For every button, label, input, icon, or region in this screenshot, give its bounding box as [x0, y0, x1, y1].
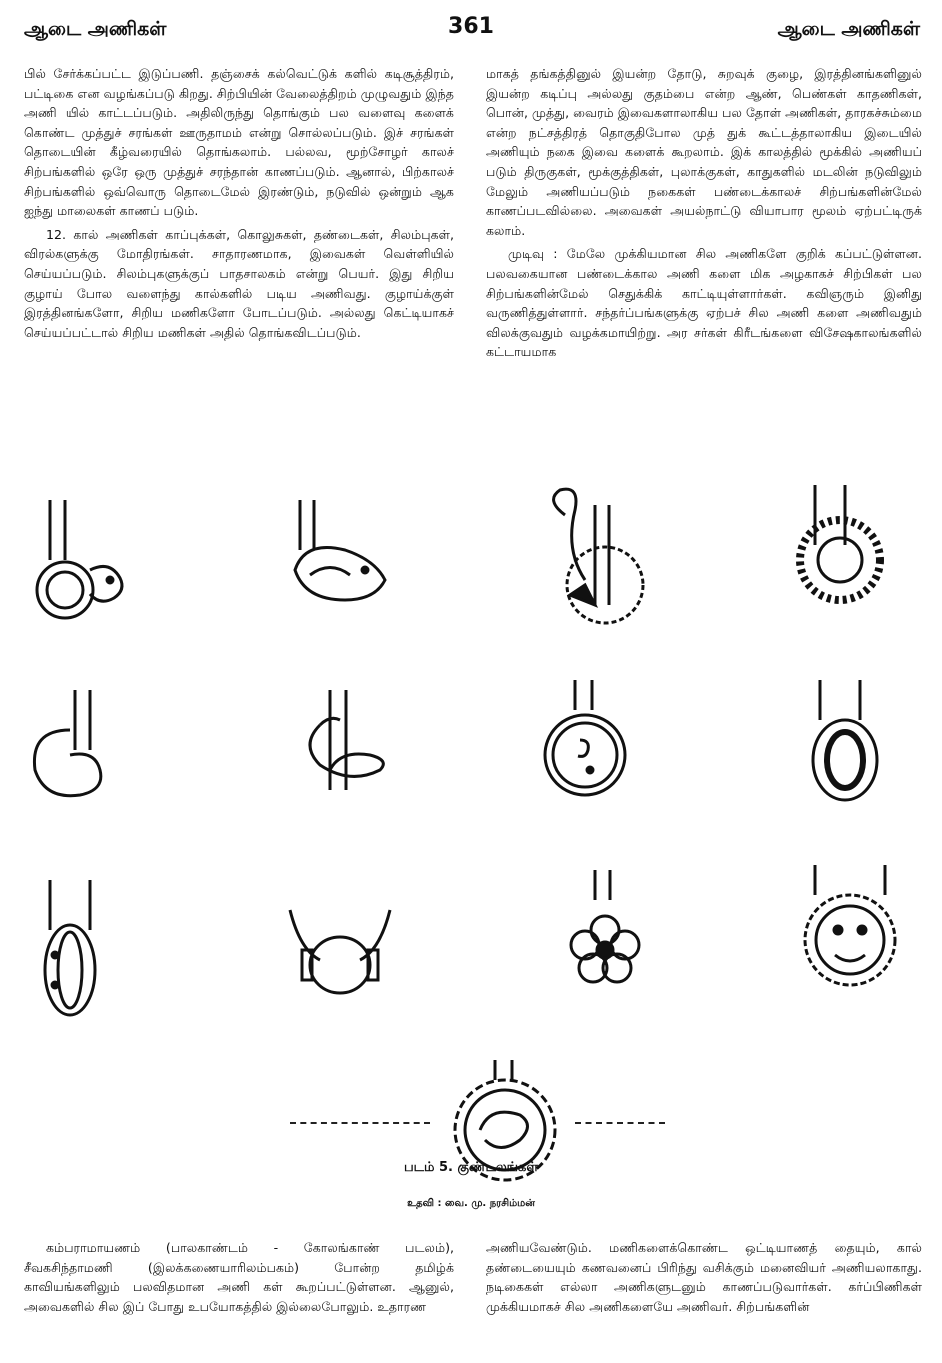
decorative-dash-left — [290, 1122, 430, 1124]
left-paragraph-2: 12. கால் அணிகள் காப்புக்கள், கொலுசுகள், தண்டைகள், சிலம்புகள், விரல்களுக்கு மோதிரங்கள். சாதாரணமாக, இவைகள் வெள்ளியில் செய்யப்படும். சிலம்புகளுக்குப் பாதசாலகம் என்று பெயர். இது சிறிய குழாய் போல வளைந்து கால்களில் படிய அணிவது. குழாய்க்குள் இரத்தினங்களோ, சிறிய மணிகளோ போடப்படும். அல்லது கெட்டியாகச் செய்யப்பட்டால் சிறிய மணிகள் அதில் தொங்கவிடப்படும். — [24, 226, 454, 340]
kundala-illustration-plate — [0, 470, 942, 1170]
jeweled-band-kundala-illustration — [20, 880, 150, 1030]
right-paragraph-1: மாகத் தங்கத்தினுல் இயன்ற தோடு, சுறவுக் குழை, இரத்தினங்களினுல் இயன்ற கடிப்பு அல்லது குதம்பை என்ற ஆண், பெண்கள் காதணிகள், பொன், முத்து, வைரம் இவைகளாலாகிய பல தோள் அணிகள், தாரகச்சும்மை என்ற நட்சத்திரத் தொகுதிபோல முத் துக் கூட்டத்தாலாகிய இடையில் அணியும் நகை இவை களைக் கூறலாம். இக் காலத்தில் மூக்கில் அணியப் படும் திருகுகள், மூக்குத்திகள், புலாக்குகள், காதுகளில் மடலின் நடுவிலும் மேலும் அணியப்படும் நகைகள் பண்டைக்காலச் சிற்பங்களின்மேல் காணப்படவில்லை. அவைகள் அயல்நாட்டு வியாபார மூலம் ஏற்பட்டிருக் கலாம். — [486, 66, 922, 238]
flower-kundala-illustration — [555, 870, 685, 1020]
page-number: 361 — [448, 14, 494, 39]
makara-kundala-1-illustration — [20, 500, 150, 650]
running-header-left: ஆடை அணிகள் — [24, 18, 167, 40]
bottom-left-text — [24, 1238, 454, 1316]
bottom-right-paragraph: அணியவேண்டும். மணிகளைக்கொண்ட ஒட்டியாணத் தையும், கால் தண்டையையும் கணவனைப் பிரிந்து வசிக்கும் மனைவியர் அணியலாகாது. நடிகைகள் எல்லா அணிகளுடனும் காணப்படுவார்கள். கர்ப்பிணிகள் முக்கியமாகச் சில அணிகளையே அணிவர். சிற்பங்களின் — [486, 1240, 922, 1314]
decorative-dash-right — [575, 1122, 665, 1124]
right-paragraph-2: முடிவு : மேலே முக்கியமான சில அணிகளே குறிக் கப்பட்டுள்ளன. பலவகையான பண்டைக்கால அணி களை மிக அழகாகச் சிற்பிகள் பல சிற்பங்களின்மேல் செதுக்கிக் காட்டியுள்ளார்கள். கவிஞரும் இனிது வருணித்துள்ளார். சந்தர்ப்பங்களுக்கு ஏற்பச் சில அணி களை அணிவதும் விலக்குவதும் வழக்கமாயிற்று. அர சர்கள் கிரீடங்களை விசேஷகாலங்களில் கட்டாயமாக — [486, 246, 922, 360]
right-text-column — [486, 64, 922, 362]
bottom-left-paragraph: கம்பராமாயணம் (பாலகாண்டம் - கோலங்காண் படலம்), சீவகசிந்தாமணி (இலக்கணையாரிலம்பகம்) போன்ற தமிழ்க் காவியங்களிலும் பலவிதமான அணி கள் கூறப்பட்டுள்ளன. ஆனுல், அவைகளில் சில இப் போது உபயோகத்தில் இல்லைபோலும். உதாரண — [24, 1240, 454, 1314]
running-header-right: ஆடை அணிகள் — [777, 18, 920, 40]
left-paragraph-1: பில் சேர்க்கப்பட்ட இடுப்பணி. தஞ்சைக் கல்வெட்டுக் களில் கடிசூத்திரம், பட்டிகை என வழங்கப்படு கிறது. சிற்பியின் வேலைத்திறம் முழுவதும் இந்த அணி யில் காட்டப்படும். அதிலிருந்து தொங்கும் பல வளைவு களைக் கொண்ட முத்துச் சரங்கள் ஊருதாமம் என்று சொல்லப்படும். இச் சரங்கள் தொடையின் கீழ்வரையில் தொங்கலாம். பல்லவ, மூற்சோழர் காலச் சிற்பங்களில் ஒரே ஒரு முத்துச் சரந்தான் காணப்படும். ஆனால், பிற்காலச் சிற்பங்களில் ஒவ்வொரு தொடைமேல் இரண்டும், நடுவில் ஒன்றும் ஆக ஐந்து மாலைகள் காணப் படும். — [24, 66, 454, 219]
makara-kundala-2-illustration — [280, 500, 410, 650]
disc-kundala-illustration — [530, 680, 660, 830]
figure-caption: படம் 5. குண்டலங்கள் — [403, 1160, 539, 1175]
left-text-column — [24, 64, 454, 342]
face-medallion-kundala-illustration — [795, 865, 925, 1015]
ring-kundala-illustration — [790, 680, 920, 830]
beaded-ring-kundala-illustration — [785, 485, 915, 635]
figure-credit: உதவி : வை. மு. நரசிம்மன் — [407, 1198, 535, 1209]
barrel-bead-kundala-illustration — [280, 880, 410, 1030]
coil-kundala-illustration — [20, 690, 150, 840]
peacock-kundala-illustration — [525, 485, 655, 635]
serpent-kundala-illustration — [280, 690, 410, 840]
bottom-right-text — [486, 1238, 922, 1316]
